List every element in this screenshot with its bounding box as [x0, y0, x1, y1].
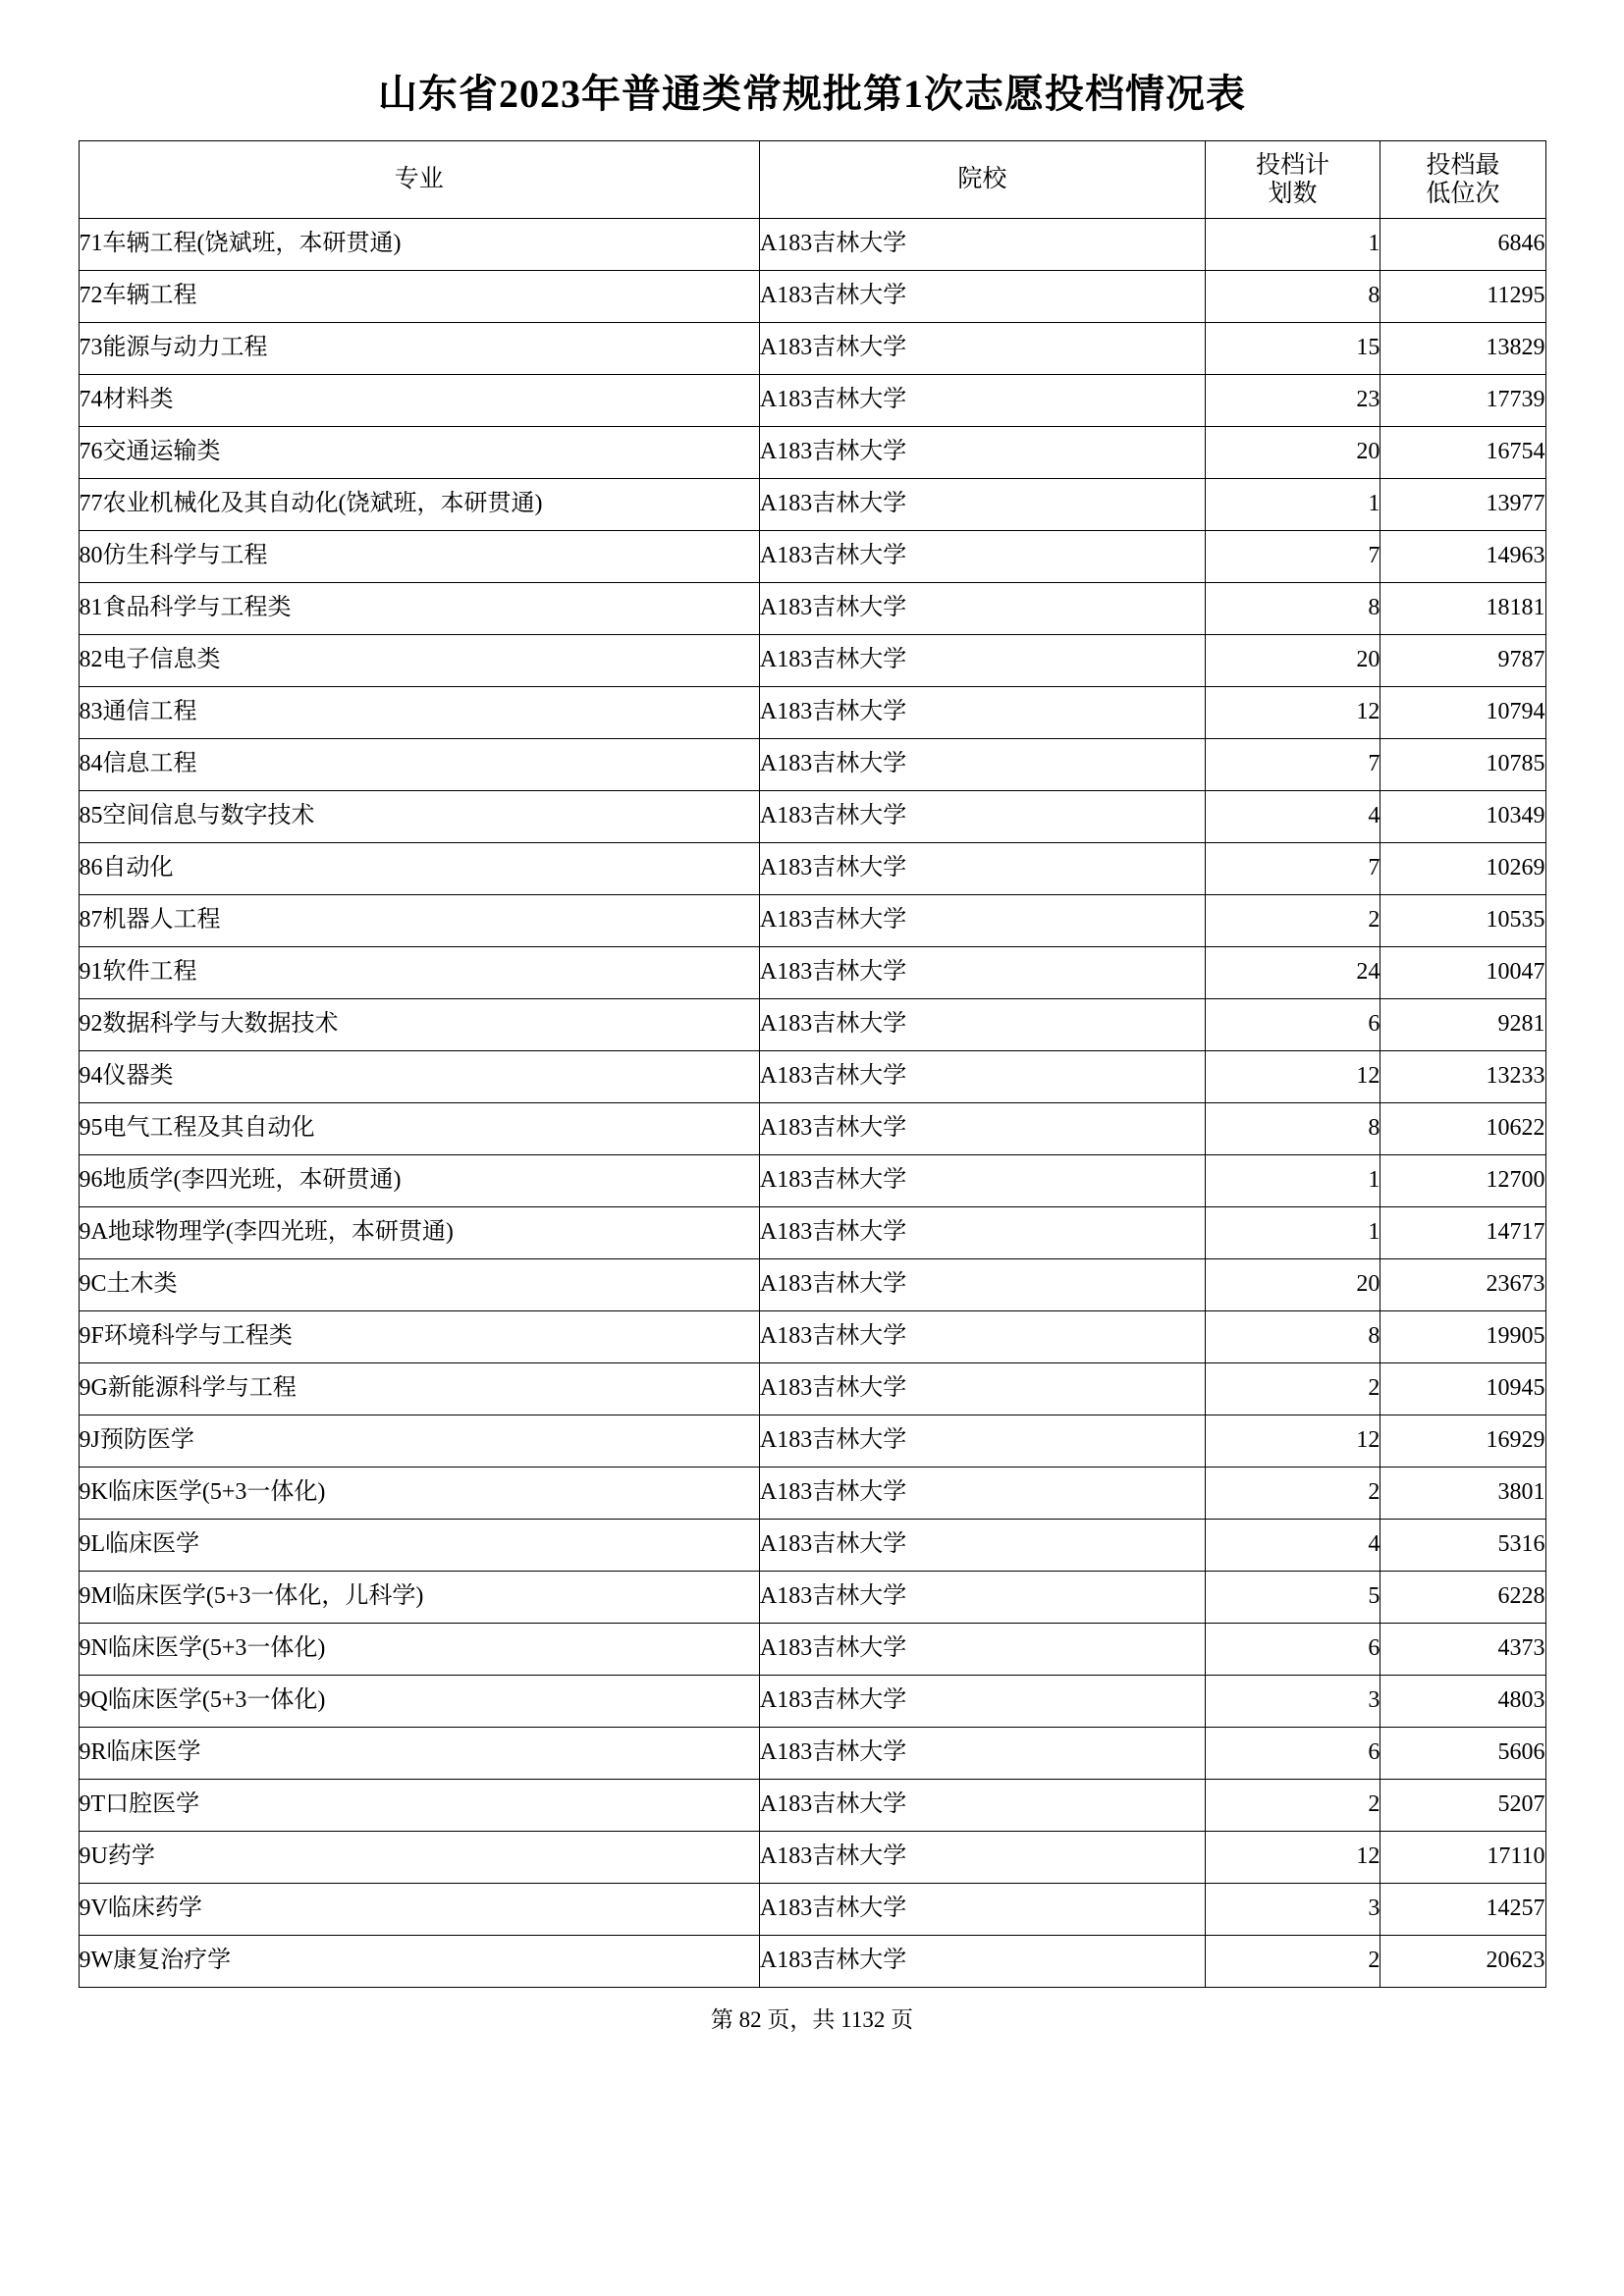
cell-school: A183吉林大学 — [759, 739, 1205, 791]
cell-school: A183吉林大学 — [759, 947, 1205, 999]
cell-major: 91软件工程 — [79, 947, 759, 999]
cell-min-rank: 9281 — [1380, 999, 1545, 1051]
column-header-school: 院校 — [759, 141, 1205, 219]
page-title: 山东省2023年普通类常规批第1次志愿投档情况表 — [378, 72, 1246, 116]
cell-plan-count: 12 — [1205, 1051, 1380, 1103]
cell-school: A183吉林大学 — [759, 1624, 1205, 1676]
table-row — [79, 1520, 1545, 1572]
cell-school: A183吉林大学 — [759, 1155, 1205, 1207]
cell-plan-count: 7 — [1205, 739, 1380, 791]
cell-major: 9M临床医学(5+3一体化，儿科学) — [79, 1572, 759, 1624]
cell-plan-count: 5 — [1205, 1572, 1380, 1624]
cell-plan-count: 2 — [1205, 1363, 1380, 1415]
table-row — [79, 427, 1545, 479]
table-row — [79, 1103, 1545, 1155]
cell-min-rank: 16754 — [1380, 427, 1545, 479]
table-row — [79, 375, 1545, 427]
column-header-major: 专业 — [79, 141, 759, 219]
cell-major: 9L临床医学 — [79, 1520, 759, 1572]
cell-major: 85空间信息与数字技术 — [79, 791, 759, 843]
cell-min-rank: 23673 — [1380, 1259, 1545, 1311]
cell-major: 9G新能源科学与工程 — [79, 1363, 759, 1415]
cell-major: 9U药学 — [79, 1832, 759, 1884]
cell-major: 9W康复治疗学 — [79, 1936, 759, 1988]
cell-school: A183吉林大学 — [759, 1468, 1205, 1520]
cell-school: A183吉林大学 — [759, 1415, 1205, 1468]
table-row — [79, 1936, 1545, 1988]
cell-plan-count: 4 — [1205, 1520, 1380, 1572]
cell-plan-count: 3 — [1205, 1676, 1380, 1728]
table-row — [79, 791, 1545, 843]
table-row — [79, 1572, 1545, 1624]
cell-min-rank: 10535 — [1380, 895, 1545, 947]
cell-school: A183吉林大学 — [759, 1311, 1205, 1363]
cell-school: A183吉林大学 — [759, 1780, 1205, 1832]
cell-plan-count: 12 — [1205, 687, 1380, 739]
cell-major: 77农业机械化及其自动化(饶斌班，本研贯通) — [79, 479, 759, 531]
cell-min-rank: 9787 — [1380, 635, 1545, 687]
cell-plan-count: 6 — [1205, 1728, 1380, 1780]
table-row — [79, 687, 1545, 739]
cell-major: 9J预防医学 — [79, 1415, 759, 1468]
cell-school: A183吉林大学 — [759, 479, 1205, 531]
table-row — [79, 1832, 1545, 1884]
table-header-row — [79, 141, 1545, 219]
cell-major: 87机器人工程 — [79, 895, 759, 947]
cell-school: A183吉林大学 — [759, 1676, 1205, 1728]
cell-major: 96地质学(李四光班，本研贯通) — [79, 1155, 759, 1207]
table-row — [79, 1415, 1545, 1468]
cell-min-rank: 14717 — [1380, 1207, 1545, 1259]
cell-min-rank: 13977 — [1380, 479, 1545, 531]
cell-school: A183吉林大学 — [759, 531, 1205, 583]
cell-school: A183吉林大学 — [759, 791, 1205, 843]
cell-major: 9N临床医学(5+3一体化) — [79, 1624, 759, 1676]
cell-major: 9T口腔医学 — [79, 1780, 759, 1832]
cell-min-rank: 14963 — [1380, 531, 1545, 583]
cell-plan-count: 8 — [1205, 1311, 1380, 1363]
cell-min-rank: 16929 — [1380, 1415, 1545, 1468]
cell-plan-count: 1 — [1205, 479, 1380, 531]
cell-major: 72车辆工程 — [79, 271, 759, 323]
cell-min-rank: 17739 — [1380, 375, 1545, 427]
cell-school: A183吉林大学 — [759, 1207, 1205, 1259]
cell-school: A183吉林大学 — [759, 583, 1205, 635]
cell-school: A183吉林大学 — [759, 219, 1205, 271]
cell-major: 94仪器类 — [79, 1051, 759, 1103]
cell-plan-count: 20 — [1205, 635, 1380, 687]
cell-plan-count: 23 — [1205, 375, 1380, 427]
table-row — [79, 1676, 1545, 1728]
table-row — [79, 1051, 1545, 1103]
table-row — [79, 843, 1545, 895]
cell-major: 9C土木类 — [79, 1259, 759, 1311]
cell-plan-count: 7 — [1205, 531, 1380, 583]
cell-plan-count: 2 — [1205, 1936, 1380, 1988]
cell-school: A183吉林大学 — [759, 323, 1205, 375]
cell-min-rank: 10785 — [1380, 739, 1545, 791]
table-row — [79, 583, 1545, 635]
cell-min-rank: 4373 — [1380, 1624, 1545, 1676]
column-header-plan-count — [1205, 141, 1380, 219]
cell-major: 9K临床医学(5+3一体化) — [79, 1468, 759, 1520]
table-row — [79, 479, 1545, 531]
table-row — [79, 1363, 1545, 1415]
table-row — [79, 1884, 1545, 1936]
column-header-min-rank-line1: 投档最 — [1426, 151, 1500, 179]
cell-plan-count: 4 — [1205, 791, 1380, 843]
cell-min-rank: 10349 — [1380, 791, 1545, 843]
cell-major: 84信息工程 — [79, 739, 759, 791]
cell-min-rank: 10047 — [1380, 947, 1545, 999]
cell-major: 9A地球物理学(李四光班，本研贯通) — [79, 1207, 759, 1259]
admission-table — [79, 140, 1546, 1988]
cell-plan-count: 6 — [1205, 1624, 1380, 1676]
cell-plan-count: 8 — [1205, 583, 1380, 635]
cell-min-rank: 12700 — [1380, 1155, 1545, 1207]
cell-school: A183吉林大学 — [759, 1572, 1205, 1624]
column-header-plan-count-line2: 划数 — [1268, 181, 1318, 207]
cell-min-rank: 18181 — [1380, 583, 1545, 635]
cell-plan-count: 20 — [1205, 427, 1380, 479]
cell-school: A183吉林大学 — [759, 635, 1205, 687]
cell-min-rank: 4803 — [1380, 1676, 1545, 1728]
table-row — [79, 1624, 1545, 1676]
cell-school: A183吉林大学 — [759, 1520, 1205, 1572]
cell-min-rank: 3801 — [1380, 1468, 1545, 1520]
table-row — [79, 219, 1545, 271]
cell-min-rank: 11295 — [1380, 271, 1545, 323]
cell-min-rank: 10622 — [1380, 1103, 1545, 1155]
table-row — [79, 323, 1545, 375]
cell-school: A183吉林大学 — [759, 1103, 1205, 1155]
cell-school: A183吉林大学 — [759, 1728, 1205, 1780]
table-row — [79, 895, 1545, 947]
table-row — [79, 1780, 1545, 1832]
cell-major: 9F环境科学与工程类 — [79, 1311, 759, 1363]
cell-major: 74材料类 — [79, 375, 759, 427]
table-row — [79, 1311, 1545, 1363]
cell-plan-count: 2 — [1205, 1780, 1380, 1832]
cell-plan-count: 8 — [1205, 1103, 1380, 1155]
cell-min-rank: 6228 — [1380, 1572, 1545, 1624]
cell-min-rank: 14257 — [1380, 1884, 1545, 1936]
cell-min-rank: 10269 — [1380, 843, 1545, 895]
cell-major: 95电气工程及其自动化 — [79, 1103, 759, 1155]
table-row — [79, 1207, 1545, 1259]
table-row — [79, 635, 1545, 687]
cell-plan-count: 8 — [1205, 271, 1380, 323]
admission-table-container — [79, 140, 1546, 1988]
cell-plan-count: 6 — [1205, 999, 1380, 1051]
page-footer: 第 82 页，共 1132 页 — [710, 2007, 914, 2032]
cell-plan-count: 7 — [1205, 843, 1380, 895]
table-row — [79, 999, 1545, 1051]
cell-plan-count: 2 — [1205, 895, 1380, 947]
column-header-min-rank-line2: 低位次 — [1426, 181, 1500, 207]
cell-school: A183吉林大学 — [759, 1051, 1205, 1103]
cell-plan-count: 2 — [1205, 1468, 1380, 1520]
cell-plan-count: 20 — [1205, 1259, 1380, 1311]
cell-major: 81食品科学与工程类 — [79, 583, 759, 635]
cell-min-rank: 10945 — [1380, 1363, 1545, 1415]
cell-school: A183吉林大学 — [759, 1832, 1205, 1884]
cell-min-rank: 19905 — [1380, 1311, 1545, 1363]
cell-school: A183吉林大学 — [759, 375, 1205, 427]
cell-school: A183吉林大学 — [759, 843, 1205, 895]
cell-major: 9Q临床医学(5+3一体化) — [79, 1676, 759, 1728]
cell-school: A183吉林大学 — [759, 895, 1205, 947]
cell-major: 73能源与动力工程 — [79, 323, 759, 375]
cell-min-rank: 5316 — [1380, 1520, 1545, 1572]
table-row — [79, 1728, 1545, 1780]
column-header-min-rank — [1380, 141, 1545, 219]
cell-min-rank: 13829 — [1380, 323, 1545, 375]
cell-school: A183吉林大学 — [759, 1884, 1205, 1936]
cell-plan-count: 3 — [1205, 1884, 1380, 1936]
cell-school: A183吉林大学 — [759, 999, 1205, 1051]
table-header — [79, 141, 1545, 219]
cell-plan-count: 12 — [1205, 1415, 1380, 1468]
cell-plan-count: 12 — [1205, 1832, 1380, 1884]
cell-plan-count: 1 — [1205, 219, 1380, 271]
cell-major: 71车辆工程(饶斌班，本研贯通) — [79, 219, 759, 271]
table-row — [79, 1468, 1545, 1520]
cell-school: A183吉林大学 — [759, 1936, 1205, 1988]
cell-major: 80仿生科学与工程 — [79, 531, 759, 583]
table-body — [79, 219, 1545, 1988]
cell-min-rank: 5207 — [1380, 1780, 1545, 1832]
cell-min-rank: 6846 — [1380, 219, 1545, 271]
cell-plan-count: 1 — [1205, 1207, 1380, 1259]
cell-min-rank: 10794 — [1380, 687, 1545, 739]
cell-min-rank: 17110 — [1380, 1832, 1545, 1884]
cell-min-rank: 13233 — [1380, 1051, 1545, 1103]
table-row — [79, 271, 1545, 323]
cell-min-rank: 5606 — [1380, 1728, 1545, 1780]
cell-major: 9V临床药学 — [79, 1884, 759, 1936]
table-row — [79, 739, 1545, 791]
table-row — [79, 531, 1545, 583]
cell-school: A183吉林大学 — [759, 687, 1205, 739]
cell-school: A183吉林大学 — [759, 271, 1205, 323]
cell-major: 82电子信息类 — [79, 635, 759, 687]
table-row — [79, 1259, 1545, 1311]
cell-major: 9R临床医学 — [79, 1728, 759, 1780]
cell-major: 76交通运输类 — [79, 427, 759, 479]
table-row — [79, 1155, 1545, 1207]
cell-school: A183吉林大学 — [759, 427, 1205, 479]
cell-min-rank: 20623 — [1380, 1936, 1545, 1988]
column-header-plan-count-line1: 投档计 — [1256, 151, 1330, 179]
cell-plan-count: 24 — [1205, 947, 1380, 999]
cell-major: 86自动化 — [79, 843, 759, 895]
cell-school: A183吉林大学 — [759, 1259, 1205, 1311]
cell-major: 83通信工程 — [79, 687, 759, 739]
cell-plan-count: 15 — [1205, 323, 1380, 375]
cell-plan-count: 1 — [1205, 1155, 1380, 1207]
table-row — [79, 947, 1545, 999]
cell-major: 92数据科学与大数据技术 — [79, 999, 759, 1051]
cell-school: A183吉林大学 — [759, 1363, 1205, 1415]
